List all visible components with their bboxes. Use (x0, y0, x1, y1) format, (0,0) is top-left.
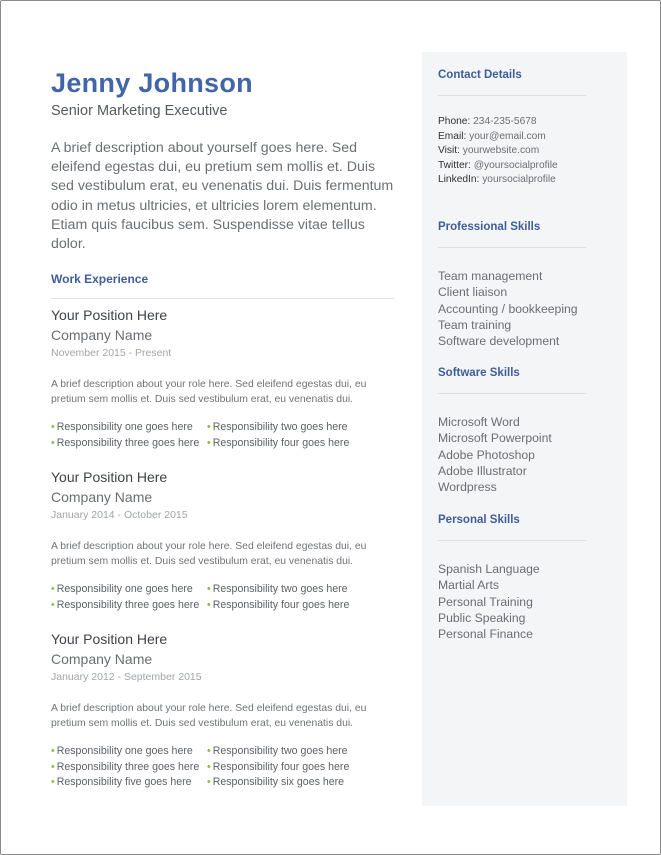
job-position: Your Position Here (51, 307, 168, 323)
job-entry (51, 306, 401, 450)
work-experience-heading: Work Experience (51, 272, 149, 287)
responsibility-item: • Responsibility three goes here (51, 598, 200, 611)
bullet-icon: • (207, 745, 211, 757)
responsibility-item: • Responsibility three goes here (51, 760, 200, 773)
main-column (51, 67, 401, 788)
contact-heading: Contact Details (438, 69, 522, 81)
job-position: Your Position Here (51, 469, 168, 485)
job-position: Your Position Here (51, 631, 168, 647)
skill-item: Adobe Photoshop (438, 447, 535, 462)
skill-item: Spanish Language (438, 562, 540, 576)
job-dates: January 2014 - October 2015 (51, 509, 188, 521)
skill-item: Personal Training (438, 594, 533, 609)
responsibility-list (51, 582, 401, 612)
personal-skills-section (438, 513, 586, 642)
bullet-icon: • (207, 598, 211, 611)
job-description: A brief description about your role here. Sed eleifend egestas dui, eu pretium sem mollis et. Duis sed vestibulum erat, eu venenatis dui. (51, 703, 367, 729)
job-entry (51, 468, 401, 612)
personal-skills-heading: Personal Skills (438, 514, 520, 526)
candidate-name: Jenny Johnson (51, 68, 253, 98)
section-divider (438, 393, 586, 394)
job-company: Company Name (51, 489, 153, 505)
contact-email: Email: your@email.com (438, 130, 546, 142)
contact-twitter: Twitter: @yoursocialprofile (438, 159, 558, 171)
job-dates: January 2012 - September 2015 (51, 671, 202, 683)
responsibility-list (51, 744, 401, 790)
section-divider (51, 298, 394, 299)
responsibility-item: • Responsibility one goes here (51, 583, 193, 595)
responsibility-item: • Responsibility five goes here (51, 776, 192, 788)
contact-website: Visit: yourwebsite.com (438, 145, 540, 156)
responsibility-item: • Responsibility two goes here (207, 745, 348, 757)
sidebar (422, 52, 627, 806)
section-divider (438, 247, 586, 248)
skill-item: Client liaison (438, 285, 508, 300)
intro-paragraph: A brief description about yourself goes here. Sed eleifend egestas dui, eu pretium sem mollis et. Duis sed vestibulum erat, eu venenatis dui. Duis fermentum odio in metus ultricies, et ultricies lorem elementum. Etiam quis faucibus sem. Suspendisse vitae tellus dolor. (51, 140, 394, 253)
responsibility-item: • Responsibility four goes here (207, 760, 350, 773)
skill-item: Adobe Illustrator (438, 463, 527, 478)
bullet-icon: • (51, 436, 55, 449)
bullet-icon: • (207, 583, 211, 595)
responsibility-item: • Responsibility four goes here (207, 436, 350, 449)
responsibility-item: • Responsibility two goes here (207, 421, 348, 433)
skill-item: Microsoft Powerpoint (438, 431, 552, 446)
professional-skills-section (438, 220, 586, 349)
responsibility-list (51, 420, 401, 450)
bullet-icon: • (51, 760, 55, 773)
responsibility-item: • Responsibility one goes here (51, 421, 193, 433)
skill-item: Team management (438, 269, 543, 283)
skill-item: Wordpress (438, 480, 497, 495)
job-entry (51, 630, 401, 790)
responsibility-item: • Responsibility three goes here (51, 436, 200, 449)
section-divider (438, 540, 586, 541)
responsibility-item: • Responsibility one goes here (51, 745, 193, 757)
bullet-icon: • (207, 760, 211, 773)
software-skills-heading: Software Skills (438, 367, 520, 379)
job-description: A brief description about your role here. Sed eleifend egestas dui, eu pretium sem mollis et. Duis sed vestibulum erat, eu venenatis dui. (51, 379, 367, 405)
skill-item: Microsoft Word (438, 415, 520, 429)
professional-skills-heading: Professional Skills (438, 221, 541, 233)
job-company: Company Name (51, 651, 153, 667)
contact-phone: Phone: 234-235-5678 (438, 116, 537, 127)
skill-item: Public Speaking (438, 610, 526, 625)
responsibility-item: • Responsibility six goes here (207, 776, 345, 788)
candidate-title: Senior Marketing Executive (51, 103, 228, 119)
bullet-icon: • (207, 421, 211, 433)
software-skills-section (438, 366, 586, 495)
job-company: Company Name (51, 327, 153, 343)
skill-item: Software development (438, 334, 560, 349)
contact-linkedin: LinkedIn: yoursocialprofile (438, 174, 556, 185)
skill-item: Accounting / bookkeeping (438, 301, 578, 316)
responsibility-item: • Responsibility two goes here (207, 583, 348, 595)
skill-item: Martial Arts (438, 578, 499, 593)
bullet-icon: • (51, 421, 55, 433)
bullet-icon: • (51, 745, 55, 757)
section-divider (438, 95, 586, 96)
job-dates: November 2015 - Present (51, 347, 172, 359)
contact-section (438, 68, 586, 188)
job-description: A brief description about your role here. Sed eleifend egestas dui, eu pretium sem mollis et. Duis sed vestibulum erat, eu venenatis dui. (51, 541, 367, 567)
bullet-icon: • (51, 776, 55, 788)
skill-item: Team training (438, 317, 512, 332)
bullet-icon: • (207, 436, 211, 449)
bullet-icon: • (51, 598, 55, 611)
skill-item: Personal Finance (438, 627, 533, 642)
responsibility-item: • Responsibility four goes here (207, 598, 350, 611)
bullet-icon: • (51, 583, 55, 595)
bullet-icon: • (207, 776, 211, 788)
